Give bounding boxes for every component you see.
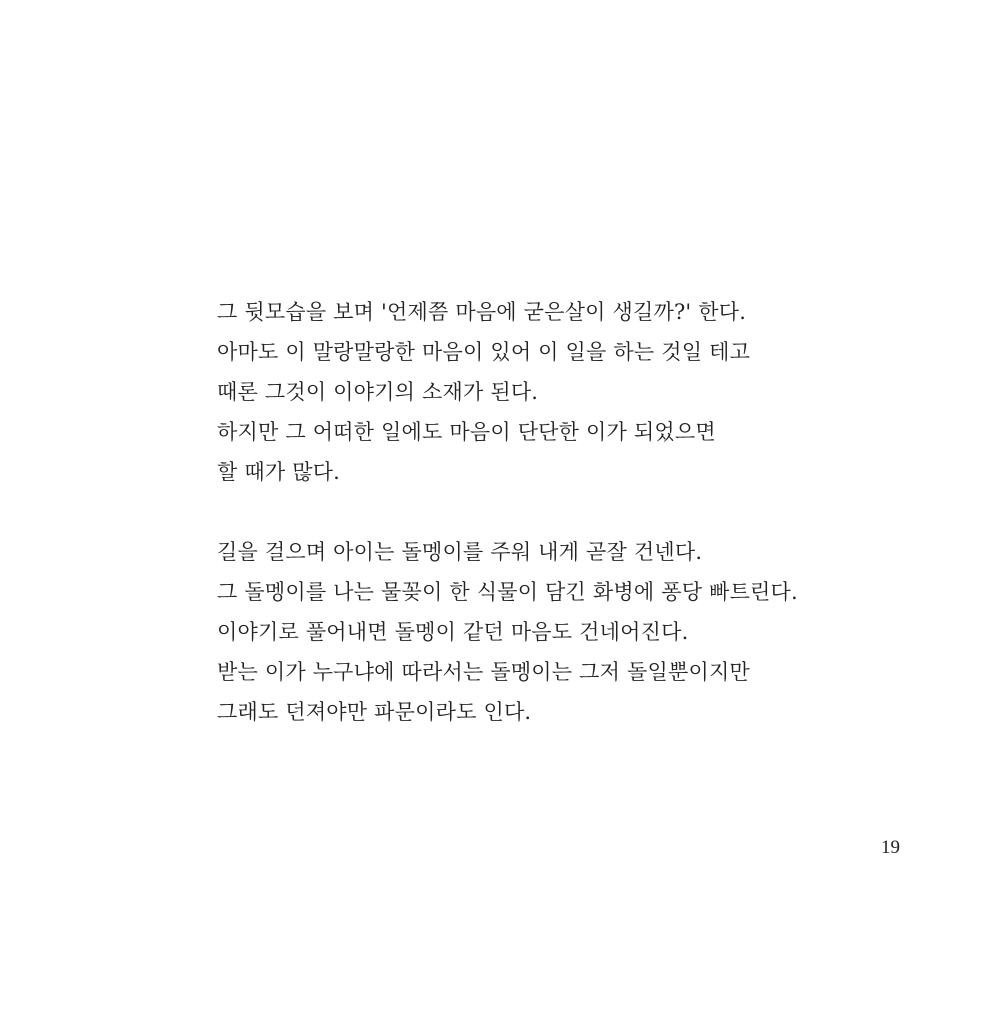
text-line: 그 뒷모습을 보며 '언제쯤 마음에 굳은살이 생길까?' 한다. bbox=[217, 300, 747, 324]
body-text bbox=[217, 292, 897, 732]
page-number: 19 bbox=[881, 837, 900, 858]
paragraph-2 bbox=[217, 532, 897, 732]
text-line: 그 돌멩이를 나는 물꽂이 한 식물이 담긴 화병에 퐁당 빠트린다. bbox=[217, 580, 798, 604]
text-line: 아마도 이 말랑말랑한 마음이 있어 이 일을 하는 것일 테고 bbox=[217, 340, 751, 364]
text-line: 이야기로 풀어내면 돌멩이 같던 마음도 건네어진다. bbox=[217, 620, 689, 644]
text-line: 길을 걸으며 아이는 돌멩이를 주워 내게 곧잘 건넨다. bbox=[217, 540, 703, 564]
text-line: 할 때가 많다. bbox=[217, 460, 341, 484]
paragraph-1 bbox=[217, 292, 897, 492]
text-line: 받는 이가 누구냐에 따라서는 돌멩이는 그저 돌일뿐이지만 bbox=[217, 660, 750, 684]
text-line: 하지만 그 어떠한 일에도 마음이 단단한 이가 되었으면 bbox=[217, 420, 716, 444]
text-line: 때론 그것이 이야기의 소재가 된다. bbox=[217, 380, 539, 404]
text-line: 그래도 던져야만 파문이라도 인다. bbox=[217, 700, 532, 724]
